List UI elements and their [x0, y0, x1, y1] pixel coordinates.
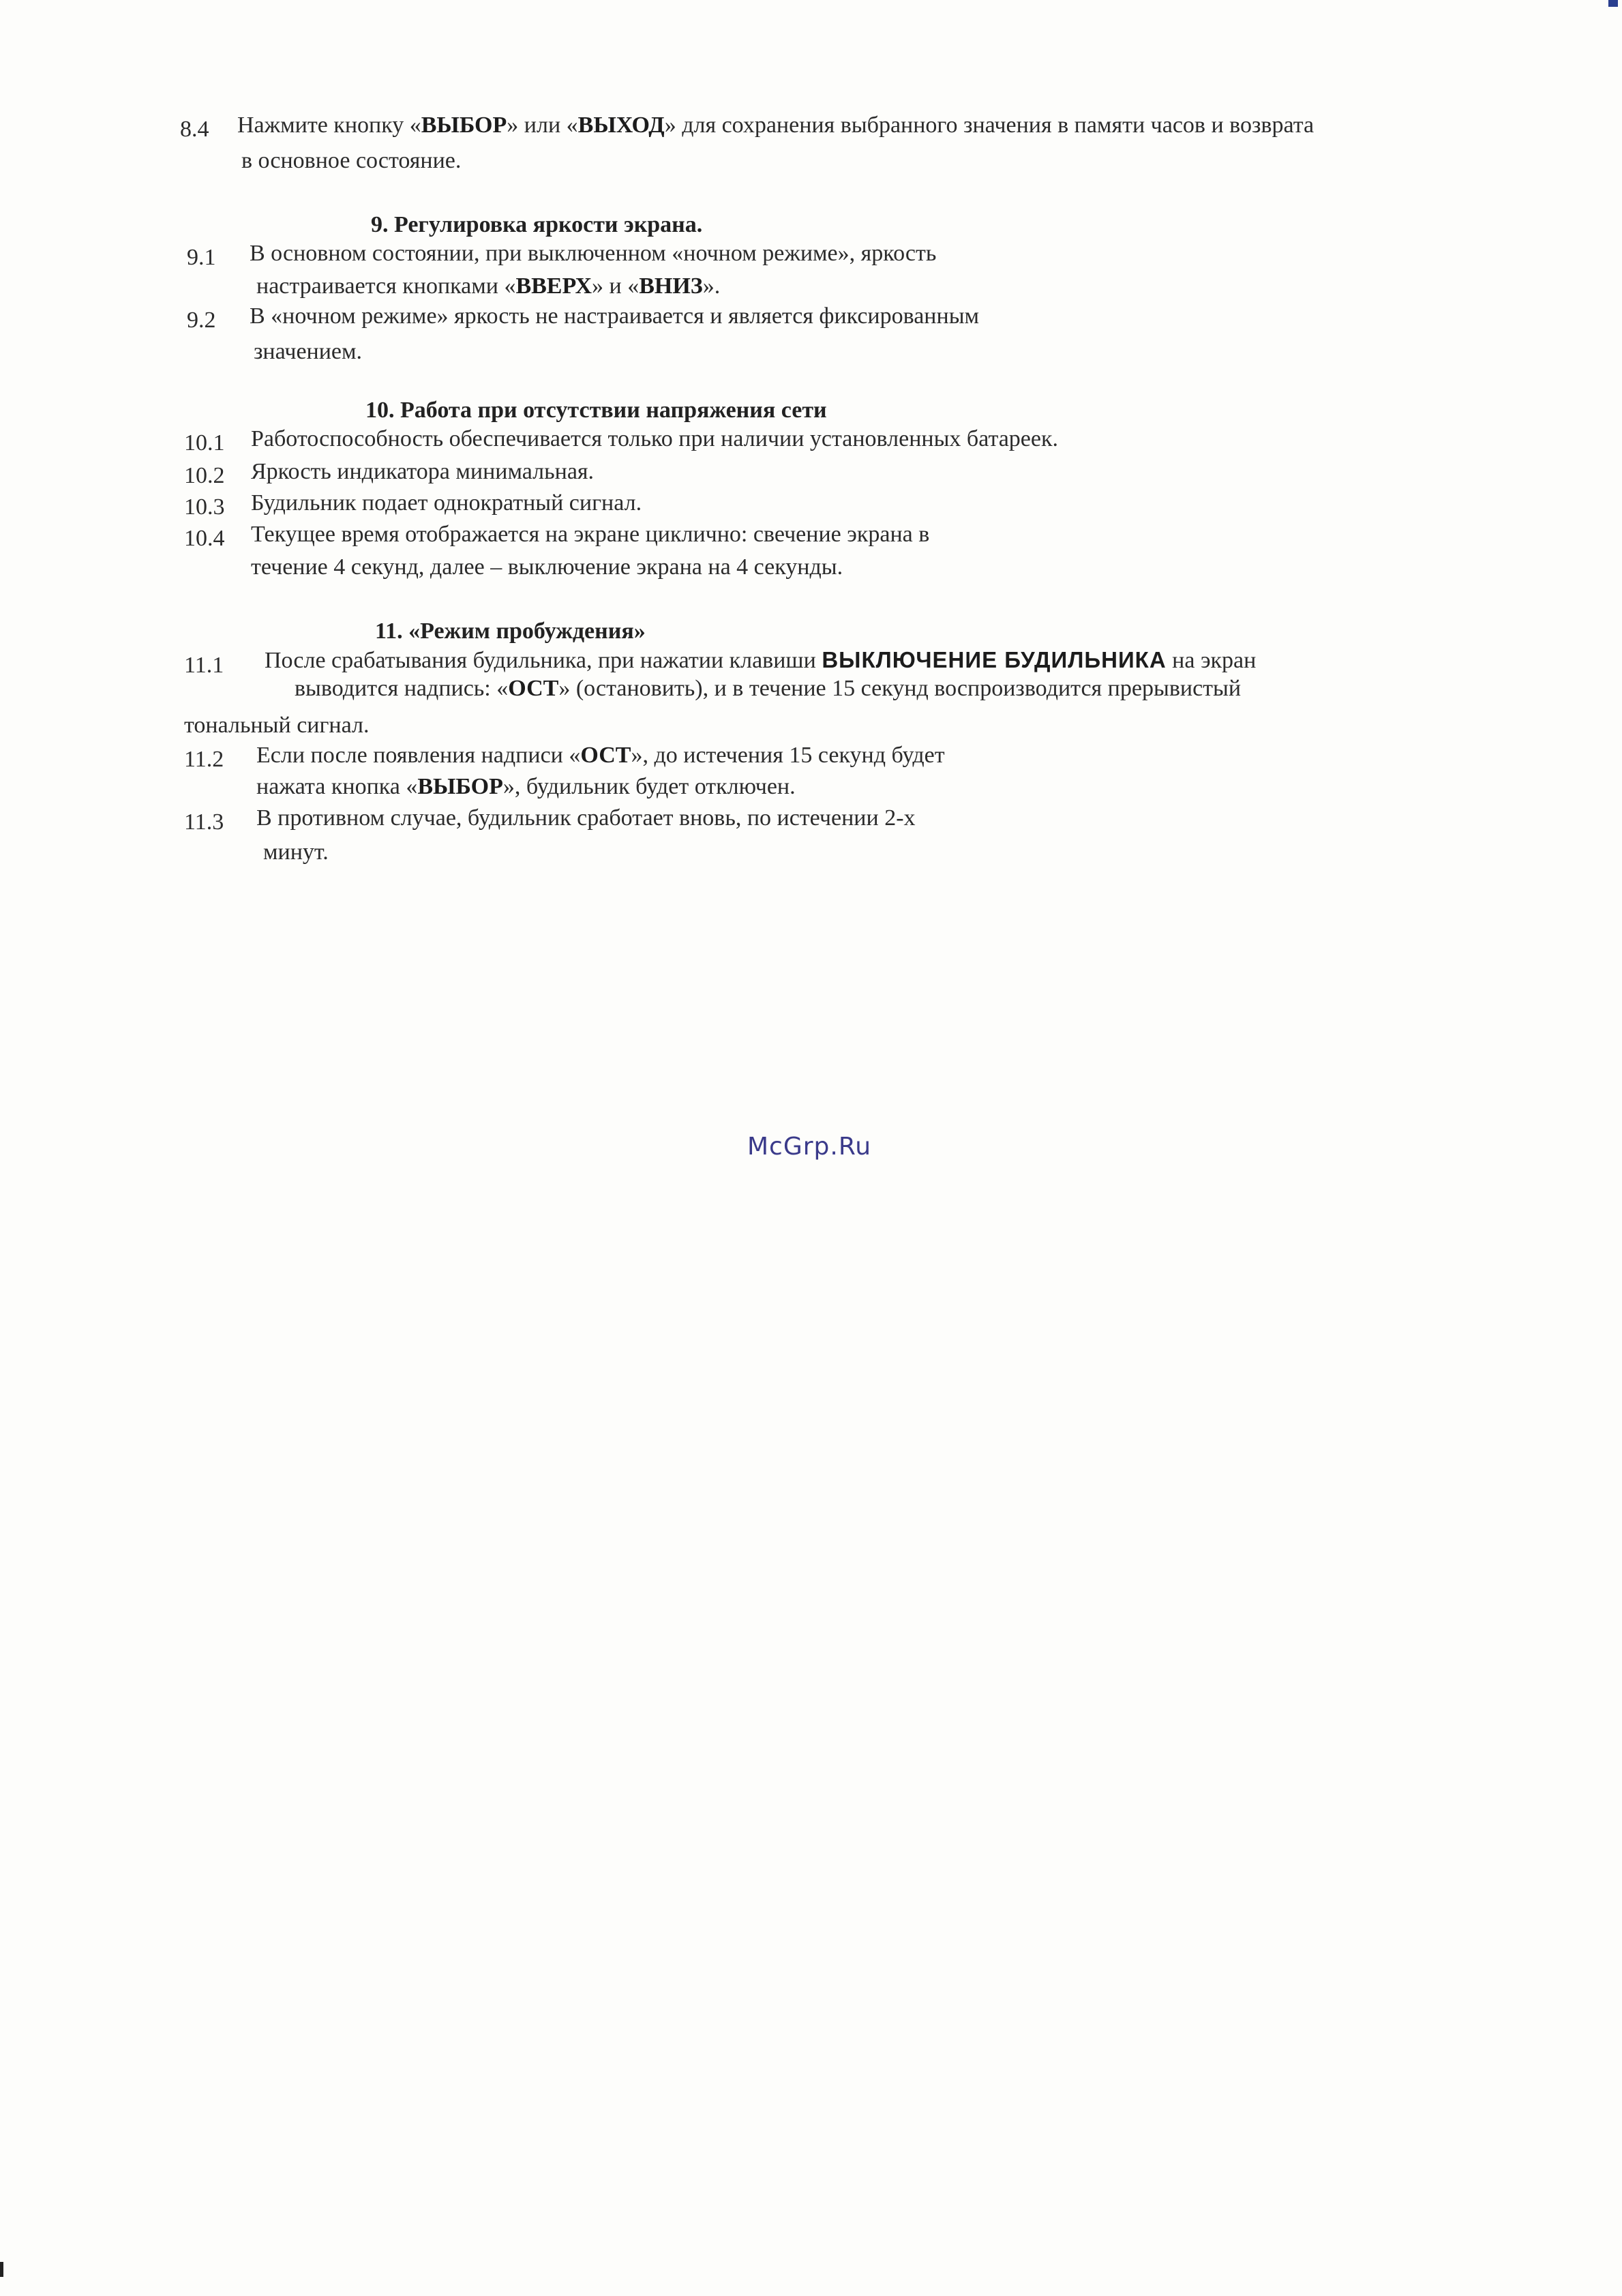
- item-11-3-line-1: В противном случае, будильник сработает вновь, по истечении 2-х: [256, 805, 916, 831]
- item-11-1-line-1: После срабатывания будильника, при нажатии клавиши ВЫКЛЮЧЕНИЕ БУДИЛЬНИКА на экран: [265, 647, 1257, 673]
- scan-edge-mark: [0, 2262, 3, 2277]
- section-11-title: 11. «Режим пробуждения»: [375, 618, 646, 644]
- item-9-1-line-2: настраивается кнопками «ВВЕРХ» и «ВНИЗ».: [256, 273, 721, 299]
- item-11-3-line-2: минут.: [263, 839, 329, 865]
- item-number: 9.1: [187, 245, 216, 270]
- item-10-1-text: Работоспособность обеспечивается только при наличии установленных батареек.: [251, 426, 1059, 451]
- item-number: 9.2: [187, 308, 216, 333]
- item-number: 8.4: [180, 117, 209, 142]
- item-number: 10.1: [184, 430, 225, 456]
- item-8-4-line-1: Нажмите кнопку «ВЫБОР» или «ВЫХОД» для сохранения выбранного значения в памяти часов и возврата: [237, 113, 1315, 138]
- item-11-1-line-3: тональный сигнал.: [184, 713, 370, 738]
- item-number: 10.3: [184, 494, 225, 520]
- item-11-1-line-2: выводится надпись: «ОСТ» (остановить), и в течение 15 секунд воспроизводится прерывистый: [295, 676, 1242, 701]
- item-number: 11.3: [184, 809, 224, 835]
- item-number: 10.4: [184, 526, 225, 551]
- item-10-4-line-2: течение 4 секунд, далее – выключение экрана на 4 секунды.: [251, 554, 843, 580]
- section-10-title: 10. Работа при отсутствии напряжения сети: [365, 398, 827, 423]
- item-9-1-line-1: В основном состоянии, при выключенном «ночном режиме», яркость: [250, 241, 937, 266]
- item-number: 11.1: [184, 653, 224, 678]
- item-11-2-line-2: нажата кнопка «ВЫБОР», будильник будет отключен.: [256, 774, 796, 799]
- scan-corner-mark: [1608, 0, 1618, 7]
- item-10-3-text: Будильник подает однократный сигнал.: [251, 490, 642, 516]
- item-8-4-line-2: в основное состояние.: [241, 148, 462, 173]
- item-9-2-line-1: В «ночном режиме» яркость не настраивается и является фиксированным: [250, 303, 980, 329]
- item-10-2-text: Яркость индикатора минимальная.: [251, 459, 595, 484]
- item-number: 10.2: [184, 463, 225, 488]
- item-number: 11.2: [184, 747, 224, 772]
- item-9-2-line-2: значением.: [254, 339, 363, 364]
- item-11-2-line-1: Если после появления надписи «ОСТ», до истечения 15 секунд будет: [256, 743, 945, 768]
- item-10-4-line-1: Текущее время отображается на экране циклично: свечение экрана в: [251, 522, 930, 547]
- section-9-title: 9. Регулировка яркости экрана.: [371, 212, 703, 237]
- watermark: McGrp.Ru: [747, 1133, 872, 1161]
